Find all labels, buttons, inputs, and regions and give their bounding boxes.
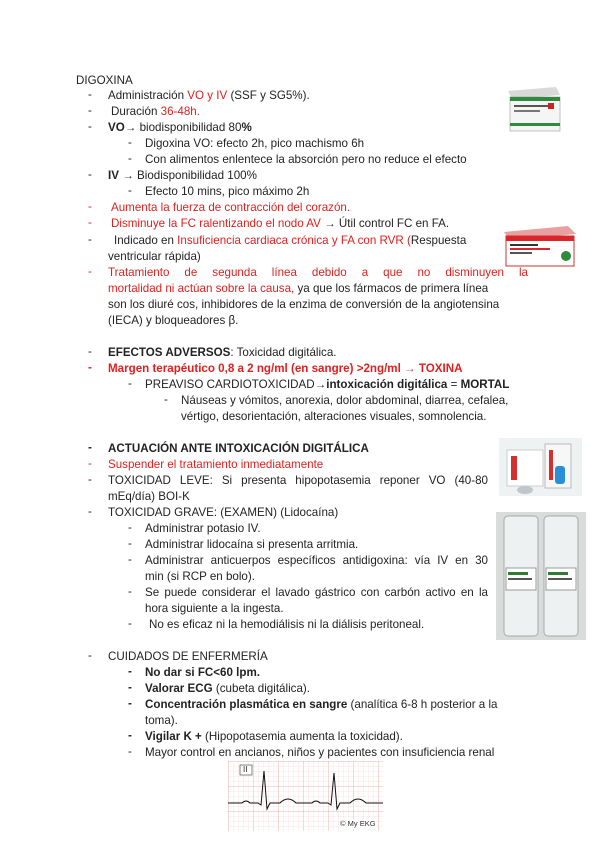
duracion-text: Duración [111, 105, 161, 118]
cuidados-heading: CUIDADOS DE ENFERMERÍA [108, 650, 268, 663]
cuid-item-b [145, 681, 310, 696]
vo-sub1: Digoxina VO: efecto 2h, pico machismo 6h [145, 137, 365, 150]
bullet-dash: - [128, 745, 132, 758]
bullet-dash: - [128, 377, 132, 390]
indicado-line [114, 233, 466, 248]
bullet-dash: - [88, 120, 92, 133]
grave-item-c1: Administrar anticuerpos específicos antidigoxina: vía IV en 30 [145, 554, 488, 567]
antidigoxin-vials-photo [496, 512, 586, 640]
bullet-dash: - [88, 457, 92, 470]
bullet-dash: - [88, 473, 92, 486]
bullet-dash: - [164, 393, 168, 406]
indicado-text: Indicado en [114, 234, 178, 247]
tratamiento-text: ya que los fármacos de primera línea [294, 282, 489, 295]
fc-red-text: Disminuye la FC ralentizando el nodo AV [111, 217, 321, 230]
bullet-dash: - [88, 168, 92, 181]
preaviso-bold2: MORTAL [460, 378, 510, 391]
grave-line: TOXICIDAD GRAVE: (EXAMEN) (Lidocaína) [108, 506, 339, 519]
bullet-dash: - [128, 184, 132, 197]
bullet-dash: - [128, 665, 132, 678]
bullet-dash: - [128, 585, 132, 598]
indicado-text-post: Respuesta [410, 234, 467, 247]
digoxin-ampoule-box-photo [502, 222, 578, 270]
suspender-line: Suspender el tratamiento inmediatamente [108, 458, 324, 471]
grave-item-b: Administrar lidocaína si presenta arritmia. [145, 538, 359, 551]
cuid-b-text: (cubeta digitálica). [212, 682, 310, 695]
bullet-dash: - [88, 200, 92, 213]
iv-bold: IV [108, 169, 119, 182]
cuid-item-c-l2: toma). [145, 714, 178, 727]
duracion-red-text: 36-48h. [160, 105, 200, 118]
leve-l1: TOXICIDAD LEVE: Si presenta hipopotasemia reponer VO (40-80 [108, 474, 488, 487]
cuid-item-c [145, 697, 497, 712]
tratamiento-l4: (IECA) y bloqueadores β. [108, 314, 239, 327]
bullet-dash: - [128, 553, 132, 566]
vo-line [108, 120, 252, 135]
indicado-red-text: Insuficiencia cardiaca crónica y FA con RVR ( [177, 234, 411, 247]
admin-red-text: VO y IV [187, 89, 228, 102]
cuid-c-text: (analítica 6-8 h posterior a la [347, 698, 498, 711]
tratamiento-l1: Tratamiento de segunda línea debido a que no disminuyen la [108, 266, 528, 279]
bullet-dash: - [88, 265, 92, 278]
bullet-dash: - [128, 521, 132, 534]
cuid-d-bold: Vigilar K + [145, 730, 202, 743]
title-digoxina: DIGOXINA [76, 74, 133, 87]
grave-item-d1: Se puede considerar el lavado gástrico con carbón activo en la [145, 586, 488, 599]
bullet-dash: - [128, 681, 132, 694]
tratamiento-red-text: mortalidad ni actúan sobre la causa, [108, 282, 295, 295]
cuid-b-bold: Valorar ECG [145, 682, 213, 695]
iv-sub1: Efecto 10 mins, pico máximo 2h [145, 185, 310, 198]
preaviso-bold1: intoxicación digitálica [326, 378, 448, 391]
cuid-item-e: Mayor control en ancianos, niños y pacientes con insuficiencia renal [145, 746, 495, 759]
ecg-lead-label: II [243, 765, 248, 774]
digoxin-box-photo [504, 83, 562, 135]
bullet-dash: - [128, 617, 132, 630]
vo-text: → biodisponibilidad 80 [124, 121, 242, 134]
grave-item-d2: hora siguiente a la ingesta. [145, 602, 284, 615]
preaviso-text: PREAVISO CARDIOTOXICIDAD→ [145, 378, 327, 391]
vo-sub2: Con alimentos enlentece la absorción pero no reduce el efecto [145, 153, 467, 166]
iv-line [108, 168, 257, 183]
duracion-line [111, 104, 200, 119]
bullet-dash: - [128, 697, 132, 710]
bullet-dash: - [88, 216, 92, 229]
admin-line [108, 88, 310, 103]
tratamiento-l3: son los diuré cos, inhibidores de la enzima de conversión de la angiotensina [108, 298, 500, 311]
preaviso-mid: = [447, 378, 461, 391]
admin-text-post: (SSF y SG5%). [227, 89, 310, 102]
ecg-credit: © My EKG [340, 819, 376, 828]
actuacion-heading: ACTUACIÓN ANTE INTOXICACIÓN DIGITÁLICA [108, 442, 369, 455]
sintomas-l1: Náuseas y vómitos, anorexia, dolor abdominal, diarrea, cefalea, [181, 394, 509, 407]
margen-line: Margen terapéutico 0,8 a 2 ng/ml (en sangre) >2ng/ml → TOXINA [108, 362, 463, 375]
cuid-c-bold: Concentración plasmática en sangre [145, 698, 348, 711]
bullet-dash: - [88, 104, 92, 117]
indicado-line2: ventricular rápida) [108, 250, 201, 263]
grave-item-a: Administrar potasio IV. [145, 522, 261, 535]
admin-text: Administración [108, 89, 188, 102]
bullet-dash: - [88, 345, 92, 358]
bullet-dash: - [128, 729, 132, 742]
leve-l2: mEq/día) BOI-K [108, 490, 190, 503]
preaviso-line [145, 377, 509, 392]
boi-k-box-photo [499, 438, 582, 496]
vo-pct: % [241, 121, 252, 134]
efectos-line [108, 345, 337, 360]
cuid-d-text: (Hipopotasemia aumenta la toxicidad). [201, 730, 403, 743]
grave-item-c2: min (si RCP en bolo). [145, 570, 255, 583]
bullet-dash: - [88, 649, 92, 662]
vo-bold: VO [108, 121, 125, 134]
tratamiento-l2 [108, 281, 488, 296]
efectos-text: : Toxicidad digitálica. [230, 346, 337, 359]
bullet-dash: - [88, 361, 92, 374]
bullet-dash: - [128, 537, 132, 550]
grave-item-e: No es eficaz ni la hemodiálisis ni la diálisis peritoneal. [149, 618, 425, 631]
bullet-dash: - [128, 152, 132, 165]
bullet-dash: - [88, 233, 92, 246]
cuid-item-a: No dar si FC<60 lpm. [145, 666, 261, 679]
bullet-dash: - [88, 88, 92, 101]
bullet-dash: - [128, 136, 132, 149]
bullet-dash: - [88, 441, 92, 454]
fc-line [111, 216, 449, 231]
efectos-bold: EFECTOS ADVERSOS [108, 346, 231, 359]
ecg-strip [228, 761, 383, 831]
fc-text: → Útil control FC en FA. [320, 217, 450, 230]
iv-text: → Biodisponibilidad 100% [118, 169, 257, 182]
fuerza-line: Aumenta la fuerza de contracción del corazón. [111, 201, 351, 214]
bullet-dash: - [88, 505, 92, 518]
cuid-item-d [145, 729, 403, 744]
sintomas-l2: vértigo, desorientación, alteraciones visuales, somnolencia. [181, 410, 487, 423]
